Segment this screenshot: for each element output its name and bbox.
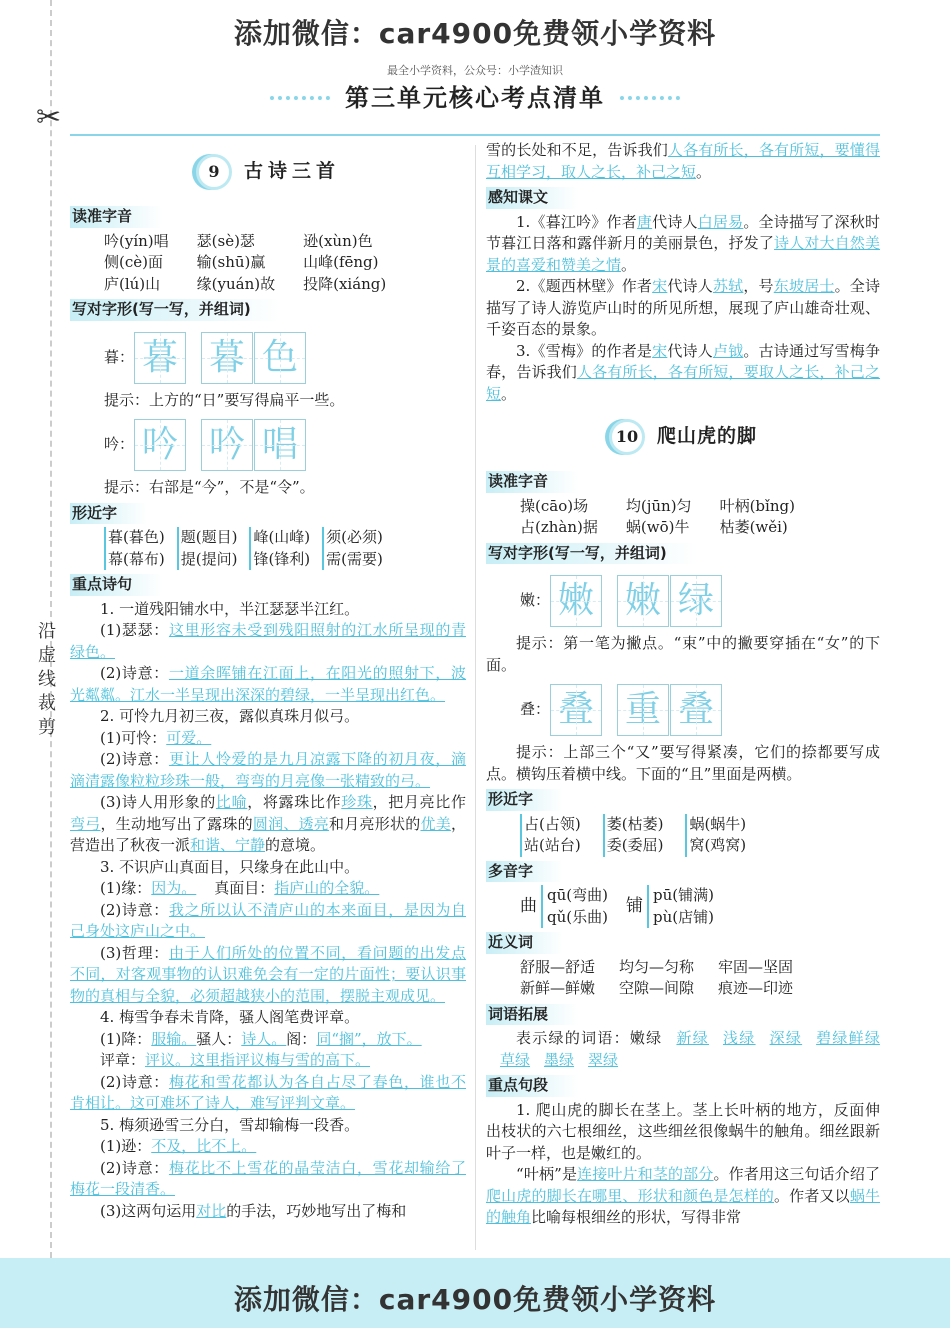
similar-characters <box>486 814 880 857</box>
similar-item: 题(题目) <box>180 528 238 546</box>
similar-item: 萎(枯萎) <box>606 814 664 833</box>
writing-row <box>520 575 880 627</box>
similar-pair <box>685 814 746 857</box>
poem-note: (1)降：服输。骚人：诗人。阁：同“搁”，放下。 <box>100 1029 422 1048</box>
writing-hint: 提示：上方的“日”要写得扁平一些。 <box>104 390 345 409</box>
scissors-icon: ✂ <box>36 100 62 135</box>
writing-label: 暮： <box>104 347 135 366</box>
section-similar: 形近字 <box>486 789 563 811</box>
polyphone-item: qū(弯曲) <box>547 886 608 904</box>
reading-item: 叶柄(bǐng) <box>719 496 795 515</box>
lesson-number: 10 <box>609 419 645 455</box>
reading-item: 枯萎(wěi) <box>719 518 788 536</box>
title-dots-right <box>620 96 680 106</box>
poem-note: (3)哲理：由于人们所处的位置不同，看问题的出发点不同，对客观事物的认识难免会有一定的片面性；要认识事物的真相与全貌，必须超越狭小的范围，摆脱主观成见。 <box>70 943 466 1005</box>
similar-pair <box>249 527 310 570</box>
reading-item: 侧(cè)面 <box>104 253 163 271</box>
overview-item: 3.《雪梅》的作者是宋代诗人卢钺。古诗通过写雪梅争春，告诉我们人各有所长，各有所短，要取人之长，补己之短。 <box>486 341 880 403</box>
poem-note: (1)缘：因为。 真面目：指庐山的全貌。 <box>100 879 380 897</box>
writing-row <box>104 332 466 384</box>
similar-item: 占(占领) <box>524 814 581 833</box>
reading-item: 蜗(wō)牛 <box>625 518 690 536</box>
lesson-number: 9 <box>196 154 232 190</box>
section-writing: 写对字形(写一写，并组词) <box>486 543 697 565</box>
poem-note: (3)诗人用形象的比喻，将露珠比作珍珠，把月亮比作弯弓，生动地写出了露珠的圆润、透亮和月亮形状的优美，营造出了秋夜一派和谐、宁静的意境。 <box>70 793 466 854</box>
poem-note: (2)诗意：更让人怜爱的是九月凉露下降的初月夜，滴滴清露像粒粒珍珠一般，弯弯的月亮像一张精致的弓。 <box>70 750 466 790</box>
lesson-title: 古诗三首 <box>243 160 340 182</box>
reading-item: 投降(xiáng) <box>303 274 387 293</box>
synonym-item: 新鲜—鲜嫩 <box>520 979 596 997</box>
overview-item: 2.《题西林壁》作者宋代诗人苏轼，号东坡居士。全诗描写了诗人游览庐山时的所见所想，展现了庐山雄奇壮观、千姿百态的景象。 <box>486 277 880 338</box>
practice-box: 吟 <box>134 419 186 471</box>
lesson-9-header <box>70 154 466 190</box>
column-divider <box>475 145 476 1250</box>
section-similar: 形近字 <box>70 503 147 525</box>
left-column <box>70 140 466 1222</box>
practice-box: 暮 <box>201 332 253 384</box>
reading-item: 缘(yuán)故 <box>196 274 276 293</box>
practice-box: 嫩 <box>550 575 602 627</box>
section-polyphones: 多音字 <box>486 861 563 883</box>
poem-line: 3. 不识庐山真面目，只缘身在此山中。 <box>100 857 360 876</box>
reading-item: 山峰(fēng) <box>303 253 379 271</box>
section-text-overview: 感知课文 <box>486 187 578 209</box>
poem-note: (1)逊：不及，比不上。 <box>100 1137 257 1155</box>
section-writing: 写对字形(写一写，并组词) <box>70 299 281 321</box>
polyphone-item: qǔ(乐曲) <box>547 907 608 926</box>
header-rule <box>70 134 880 136</box>
pronunciation-list <box>70 231 466 296</box>
similar-item: 幕(幕布) <box>108 549 165 568</box>
watermark-top: 添加微信：car4900免费领小学资料 <box>233 17 717 50</box>
practice-box: 叠 <box>670 684 722 736</box>
poem-line: 4. 梅雪争春未肯降，骚人阁笔费评章。 <box>100 1008 360 1026</box>
writing-hint: 提示：第一笔为撇点。“束”中的撇要穿插在“女”的下面。 <box>486 634 880 674</box>
poem-note: (2)诗意：梅花比不上雪花的晶莹洁白，雪花却输给了梅花一段清香。 <box>70 1158 466 1198</box>
right-column <box>486 140 880 1229</box>
writing-label: 叠： <box>520 700 551 719</box>
section-pronunciation: 读准字音 <box>486 471 578 493</box>
similar-item: 窝(鸡窝) <box>689 836 747 854</box>
writing-hint: 提示：右部是“今”，不是“令”。 <box>104 478 315 496</box>
similar-pair <box>603 814 664 857</box>
practice-box: 暮 <box>134 332 186 384</box>
synonym-item: 舒服—舒适 <box>520 957 596 976</box>
reading-item: 占(zhàn)据 <box>520 518 598 536</box>
poem-line: 2. 可怜九月初三夜，露似真珠月似弓。 <box>100 707 360 725</box>
overview-item: 1.《暮江吟》作者唐代诗人白居易。全诗描写了深秋时节暮江日落和露伴新月的美丽景色，抒发了诗人对大自然美景的喜爱和赞美之情。 <box>486 212 880 274</box>
similar-item: 站(站台) <box>524 836 581 854</box>
section-synonyms: 近义词 <box>486 932 563 954</box>
poem-note: (3)这两句运用对比的手法，巧妙地写出了梅和 <box>100 1201 407 1220</box>
subtitle: 最全小学资料，公众号：小学渣知识 <box>387 64 563 77</box>
reading-item: 均(jūn)匀 <box>625 496 692 515</box>
reading-item: 操(cāo)场 <box>520 496 589 515</box>
polyphone-group <box>647 885 714 928</box>
synonym-item: 均匀—匀称 <box>619 957 695 976</box>
section-pronunciation: 读准字音 <box>70 206 162 228</box>
poem-note: 评章：评议。这里指评议梅与雪的高下。 <box>100 1051 371 1069</box>
similar-item: 委(委屈) <box>606 836 664 854</box>
watermark-bottom: 添加微信：car4900免费领小学资料 <box>233 1283 717 1316</box>
similar-item: 提(提问) <box>180 549 238 568</box>
polyphone-item: pū(铺满) <box>652 886 714 904</box>
poem-note: (2)诗意：一道余晖铺在江面上，在阳光的照射下，波光粼粼。江水一半呈现出深深的碧绿，一半呈现出红色。 <box>70 664 466 704</box>
word-extension: 表示绿的词语：嫩绿 新绿 浅绿 深绿 碧绿鲜绿草绿 墨绿 翠绿 <box>500 1029 880 1069</box>
reading-item: 庐(lú)山 <box>104 274 161 293</box>
section-word-extension: 词语拓展 <box>486 1004 578 1026</box>
poem-line: 1. 一道残阳铺水中，半江瑟瑟半江红。 <box>100 599 360 618</box>
reading-item: 输(shū)赢 <box>196 253 266 271</box>
similar-pair <box>104 527 165 570</box>
section-key-passages: 重点句段 <box>486 1075 578 1097</box>
cut-instruction: 沿虚线裁剪 <box>38 621 56 738</box>
synonym-item: 空隙—间隙 <box>619 979 695 997</box>
poem-note: (1)瑟瑟：这里形容未受到残阳照射的江水所呈现的青绿色。 <box>70 621 466 661</box>
lesson-10-header <box>486 419 880 455</box>
writing-label: 吟： <box>104 435 135 454</box>
similar-pair <box>520 814 581 857</box>
similar-item: 须(必须) <box>326 528 383 546</box>
continued-text: 雪的长处和不足，告诉我们人各有所长，各有所短，要懂得互相学习，取人之长，补己之短。 <box>486 141 880 181</box>
poem-note: (2)诗意：我之所以认不清庐山的本来面目，是因为自己身处这庐山之中。 <box>70 900 466 940</box>
practice-box: 绿 <box>670 575 722 627</box>
lesson-title: 爬山虎的脚 <box>656 425 757 447</box>
poem-note: (1)可怜：可爱。 <box>100 728 212 747</box>
section-key-poems: 重点诗句 <box>70 574 162 596</box>
writing-label: 嫩： <box>520 591 551 610</box>
synonym-item: 痕迹—印迹 <box>718 979 794 997</box>
pronunciation-list <box>486 496 880 539</box>
reading-item: 瑟(sè)瑟 <box>196 231 255 250</box>
writing-hint: 提示：上部三个“又”要写得紧凑，它们的捺都要写成点。横钩压着横中线。下面的“且”里面是两横。 <box>486 743 880 783</box>
writing-row <box>520 684 880 736</box>
polyphone-group <box>541 885 608 928</box>
writing-row <box>104 419 466 471</box>
polyphone-char: 铺 <box>625 895 643 916</box>
synonym-item: 牢固—坚固 <box>718 957 794 976</box>
polyphone-item: pù(店铺) <box>652 907 714 926</box>
reading-item: 逊(xùn)色 <box>303 231 373 250</box>
polyphone-list <box>486 885 880 928</box>
practice-box: 色 <box>254 332 306 384</box>
reading-item: 吟(yín)唱 <box>104 231 169 250</box>
similar-item: 需(需要) <box>326 549 383 568</box>
similar-characters <box>70 527 466 570</box>
practice-box: 叠 <box>550 684 602 736</box>
key-passage: 1. 爬山虎的脚长在茎上。茎上长叶柄的地方，反面伸出枝状的六七根细丝，这些细丝很像蜗牛的触角。细丝跟新叶子一样，也是嫩红的。 <box>486 1100 880 1162</box>
similar-pair <box>177 527 238 570</box>
similar-item: 暮(暮色) <box>108 528 165 546</box>
practice-box: 嫩 <box>617 575 669 627</box>
poem-line: 5. 梅须逊雪三分白，雪却输梅一段香。 <box>100 1115 360 1134</box>
synonym-list <box>486 957 880 1000</box>
practice-box: 吟 <box>201 419 253 471</box>
practice-box: 重 <box>617 684 669 736</box>
polyphone-char: 曲 <box>520 895 537 916</box>
similar-item: 锋(锋利) <box>253 549 311 568</box>
similar-pair <box>322 527 383 570</box>
poem-note: (2)诗意：梅花和雪花都认为各自占尽了春色，谁也不肯相让。这可难坏了诗人，难写评判文章。 <box>70 1072 466 1112</box>
similar-item: 峰(山峰) <box>253 528 311 546</box>
similar-item: 蜗(蜗牛) <box>689 814 747 833</box>
key-passage-note: “叶柄”是连接叶片和茎的部分。作者用这三句话介绍了爬山虎的脚长在哪里、形状和颜色是怎样的。作者又以蜗牛的触角比喻每根细丝的形状，写得非常 <box>486 1165 880 1226</box>
page-title: 第三单元核心考点清单 <box>345 83 605 112</box>
practice-box: 唱 <box>254 419 306 471</box>
